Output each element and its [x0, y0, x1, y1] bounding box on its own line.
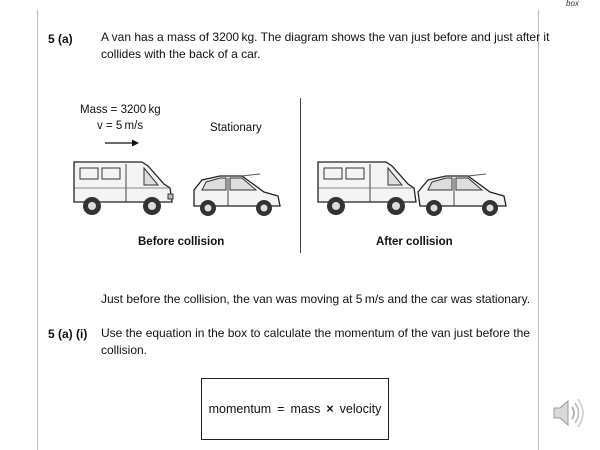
stationary-label: Stationary: [210, 122, 262, 134]
sub-question-line-1: Use the equation in the box to calculate the momentum of the van just before the: [101, 326, 530, 340]
van-after-image: [314, 158, 420, 218]
equation-times: ×: [326, 402, 334, 416]
velocity-label: v = 5 m/s: [97, 120, 144, 132]
car-after-image: [416, 172, 508, 220]
mass-label: Mass = 3200 kg: [80, 104, 161, 116]
sub-question-line-2: collision.: [101, 343, 148, 357]
after-collision-caption: After collision: [376, 236, 453, 248]
sub-question-number: 5 (a) (i): [48, 327, 88, 341]
velocity-arrow: [104, 138, 140, 148]
equation-equals: =: [277, 402, 285, 416]
diagram-divider: [300, 98, 301, 253]
box-corner-label: box: [566, 0, 579, 8]
equation-momentum: momentum: [208, 402, 272, 416]
car-before-image: [190, 172, 282, 220]
van-before-image: [70, 158, 176, 218]
equation-box: [201, 378, 389, 440]
question-line-2: collides with the back of a car.: [101, 47, 261, 61]
before-collision-caption: Before collision: [138, 236, 225, 248]
equation-velocity: velocity: [339, 402, 382, 416]
speaker-icon[interactable]: [546, 393, 586, 433]
equation-mass: mass: [290, 402, 321, 416]
collision-statement: Just before the collision, the van was moving at 5 m/s and the car was stationary.: [101, 292, 531, 306]
question-line-1: A van has a mass of 3200 kg. The diagram shows the van just before and just after it: [101, 30, 550, 44]
question-number: 5 (a): [48, 32, 73, 46]
